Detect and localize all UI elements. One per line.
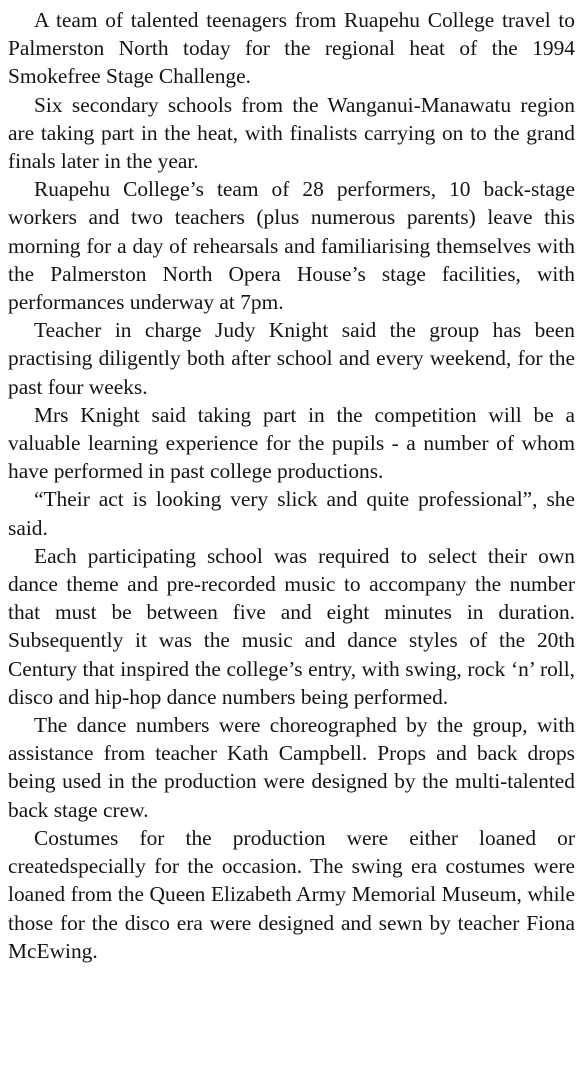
paragraph-quote: “Their act is looking very slick and quite professional”, she said.: [8, 487, 575, 540]
paragraph-team: Ruapehu College’s team of 28 performers, 10 back-stage workers and two teachers (plus numerous parents) leave this morning for a day of rehearsals and familiarising themselves with the Palmerston North Opera House’s stage facilities, with performances underway at 7pm.: [8, 177, 575, 315]
paragraph-intro: A team of talented teenagers from Ruapehu College travel to Palmerston North today for the regional heat of the 1994 Smokefree Stage Challenge.: [8, 8, 575, 89]
paragraph-choreography: The dance numbers were choreographed by the group, with assistance from teacher Kath Campbell. Props and back drops being used in the production were designed by the multi-talented back stage crew.: [8, 713, 575, 822]
paragraph-teacher: Teacher in charge Judy Knight said the group has been practising diligently both after school and every weekend, for the past four weeks.: [8, 318, 575, 399]
paragraph-experience: Mrs Knight said taking part in the competition will be a valuable learning experience for the pupils - a number of whom have performed in past college productions.: [8, 402, 575, 484]
paragraph-schools: Six secondary schools from the Wanganui-Manawatu region are taking part in the heat, with finalists carrying on to the grand finals later in the year.: [8, 92, 575, 174]
paragraph-theme: Each participating school was required to select their own dance theme and pre-recorded music to accompany the number that must be between five and eight minutes in duration. Subsequently it was the music and dance styles of the 20th Century that inspired the college’s entry, with swing, rock ‘n’ roll, disco and hip-hop dance numbers being performed.: [8, 543, 575, 709]
paragraph-costumes: Costumes for the production were either loaned or createdspecially for the occasion. The swing era costumes were loaned from the Queen Elizabeth Army Memorial Museum, while those for the disco era were designed and sewn by teacher Fiona McEwing.: [8, 825, 575, 963]
article-body: [8, 6, 575, 965]
